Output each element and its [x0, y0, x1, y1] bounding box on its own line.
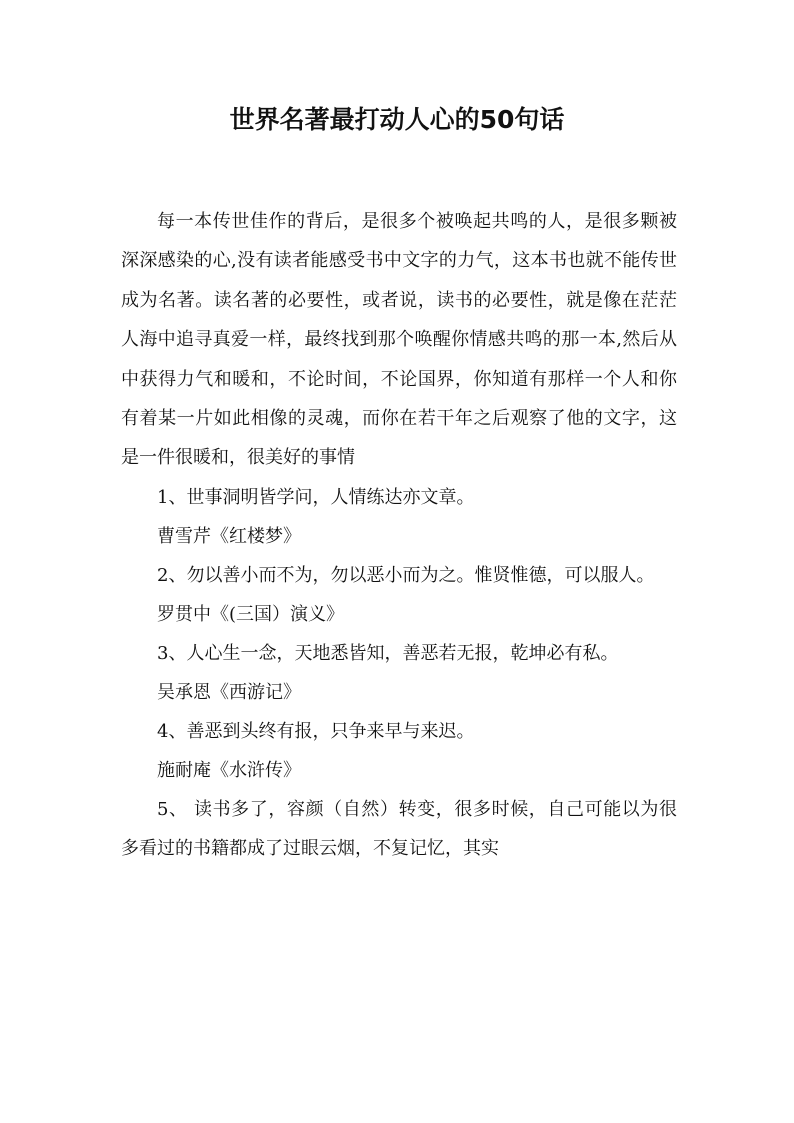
quote-2-source: 罗贯中《(三国）演义》: [157, 603, 345, 625]
document-title: 世界名著最打动人心的50句话: [229, 105, 565, 134]
quote-4: 4、善恶到头终有报，只争来早与来迟。: [157, 720, 475, 742]
quote-1-source: 曹雪芹《红楼梦》: [157, 525, 301, 547]
quote-3-source: 吴承恩《西游记》: [157, 681, 301, 703]
document-body: [121, 202, 677, 868]
quote-3: 3、人心生一念，天地悉皆知，善恶若无报，乾坤必有私。: [157, 642, 619, 664]
quote-4-source: 施耐庵《水浒传》: [157, 759, 301, 781]
quote-5: 5、 读书多了，容颜（自然）转变，很多时候，自己可能以为很多看过的书籍都成了过眼云烟，不复记忆，其实: [121, 798, 677, 859]
intro-paragraph: 每一本传世佳作的背后，是很多个被唤起共鸣的人，是很多颗被深深感染的心,没有读者能感受书中文字的力气，这本书也就不能传世成为名著。读名著的必要性，或者说，读书的必要性，就是像在茫茫人海中追寻真爱一样，最终找到那个唤醒你情感共鸣的那一本,然后从中获得力气和暖和，不论时间，不论国界，你知道有那样一个人和你有着某一片如此相像的灵魂，而你在若干年之后观察了他的文字，这是一件很暖和，很美好的事情: [121, 211, 677, 469]
quote-1: 1、世事洞明皆学问，人情练达亦文章。: [157, 486, 475, 508]
quote-2: 2、勿以善小而不为，勿以恶小而为之。惟贤惟德，可以服人。: [157, 564, 655, 586]
